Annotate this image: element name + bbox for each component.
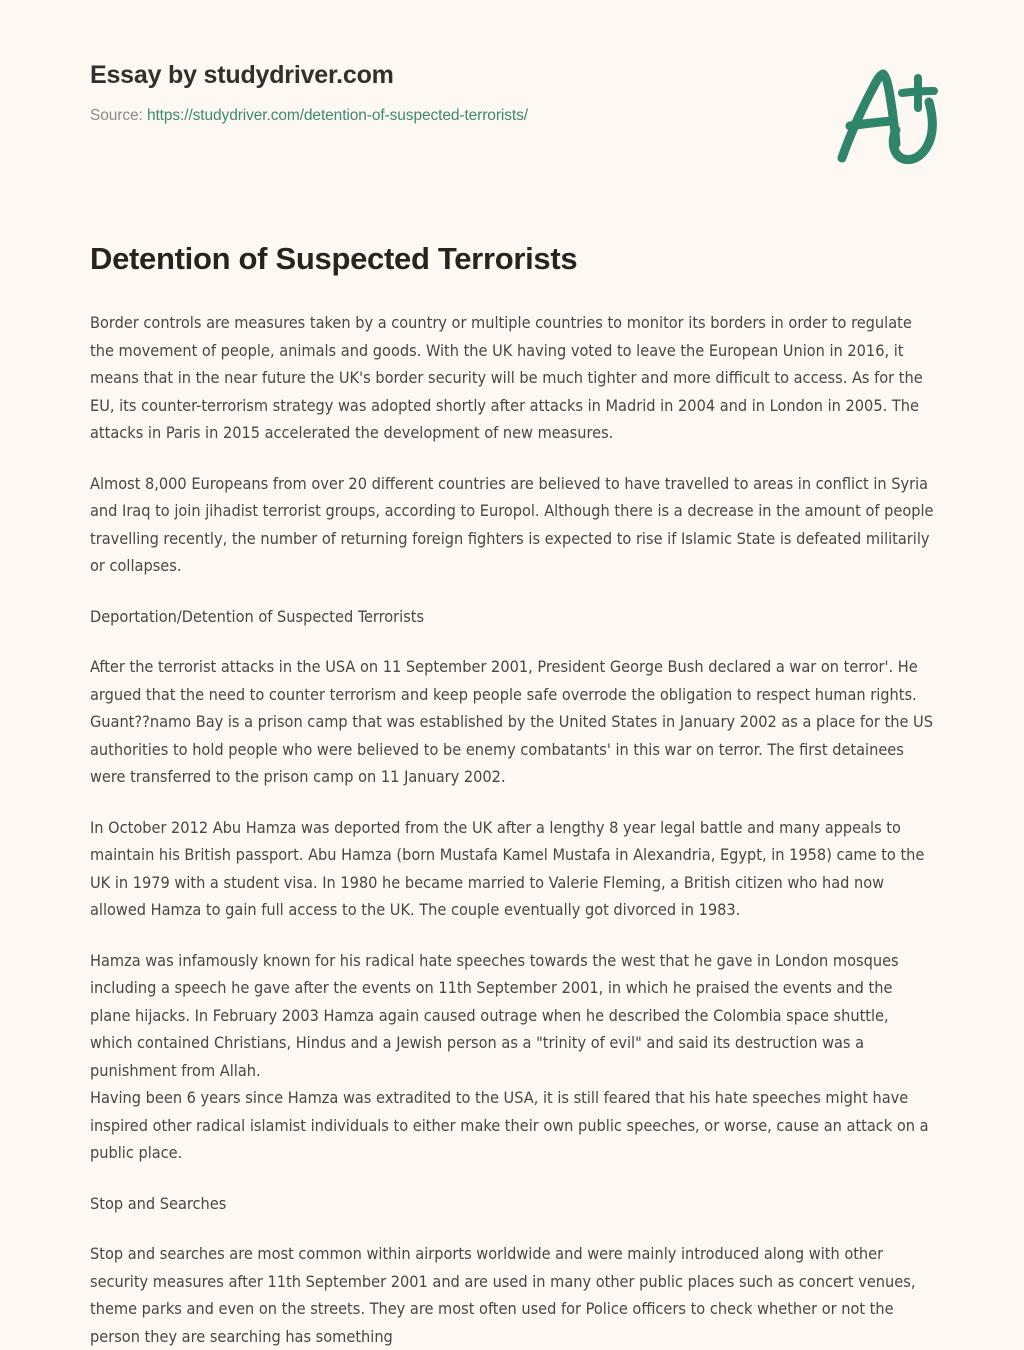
essay-content (90, 309, 935, 1350)
page-title: Detention of Suspected Terrorists (90, 241, 578, 276)
studydriver-logo (828, 62, 946, 174)
paragraph-3: After the terrorist attacks in the USA on 11 September 2001, President George Bush declared a war on terror'. He argued that the need to counter terrorism and keep people safe overrode the obligation to respect human rights. Guant??namo Bay is a prison camp that was established by the United States in January 2002 as a place for the US authorities to hold people who were believed to be enemy combatants' in this war on terror. The first detainees were transferred to the prison camp on 11 January 2002. (90, 657, 933, 787)
brand-title: Essay by studydriver.com (90, 61, 394, 89)
section-heading-stop-and-searches: Stop and Searches (90, 1193, 227, 1213)
document-body (0, 128, 1024, 1350)
source-url-link[interactable]: https://studydriver.com/detention-of-suspected-terrorists/ (146, 106, 528, 124)
document-header (0, 0, 1024, 128)
paragraph-2: Almost 8,000 Europeans from over 20 different countries are believed to have travelled to areas in conflict in Syria and Iraq to join jihadist terrorist groups, according to Europol. Although there is a decrease in the amount of people travelling recently, the number of returning foreign fighters is expected to rise if Islamic State is defeated militarily or collapses. (90, 473, 934, 576)
paragraph-5: Hamza was infamously known for his radical hate speeches towards the west that he gave in London mosques including a speech he gave after the events on 11th September 2001, in which he praised the events and the plane hijacks. In February 2003 Hamza again caused outrage when he described the Colombia space shuttle, which contained Christians, Hindus and a Jewish person as a "trinity of evil" and said its destruction was a punishment from Allah. (90, 950, 899, 1080)
section-heading-deportation: Deportation/Detention of Suspected Terrorists (90, 606, 425, 626)
source-label: Source: (90, 106, 143, 124)
paragraph-4: In October 2012 Abu Hamza was deported from the UK after a lengthy 8 year legal battle and many appeals to maintain his British passport. Abu Hamza (born Mustafa Kamel Mustafa in Alexandria, Egypt, in 1958) came to the UK in 1979 with a student visa. In 1980 he became married to Valerie Fleming, a British citizen who had now allowed Hamza to gain full access to the UK. The couple eventually got divorced in 1983. (90, 817, 925, 920)
paragraph-7: Stop and searches are most common within airports worldwide and were mainly introduced along with other security measures after 11th September 2001 and are used in many other public places such as concert venues, theme parks and even on the streets. They are most often used for Police officers to check whether or not the person they are searching has something (90, 1244, 916, 1346)
paragraph-6: Having been 6 years since Hamza was extradited to the USA, it is still feared that his hate speeches might have inspired other radical islamist individuals to either make their own public speeches, or worse, cause an attack on a public place. (90, 1088, 929, 1163)
paragraph-1: Border controls are measures taken by a country or multiple countries to monitor its borders in order to regulate the movement of people, animals and goods. With the UK having voted to leave the European Union in 2016, it means that in the near future the UK's border security will be much tighter and more difficult to access. As for the EU, its counter-terrorism strategy was adopted shortly after attacks in Madrid in 2004 and in London in 2005. The attacks in Paris in 2015 accelerated the development of new measures. (90, 313, 923, 443)
